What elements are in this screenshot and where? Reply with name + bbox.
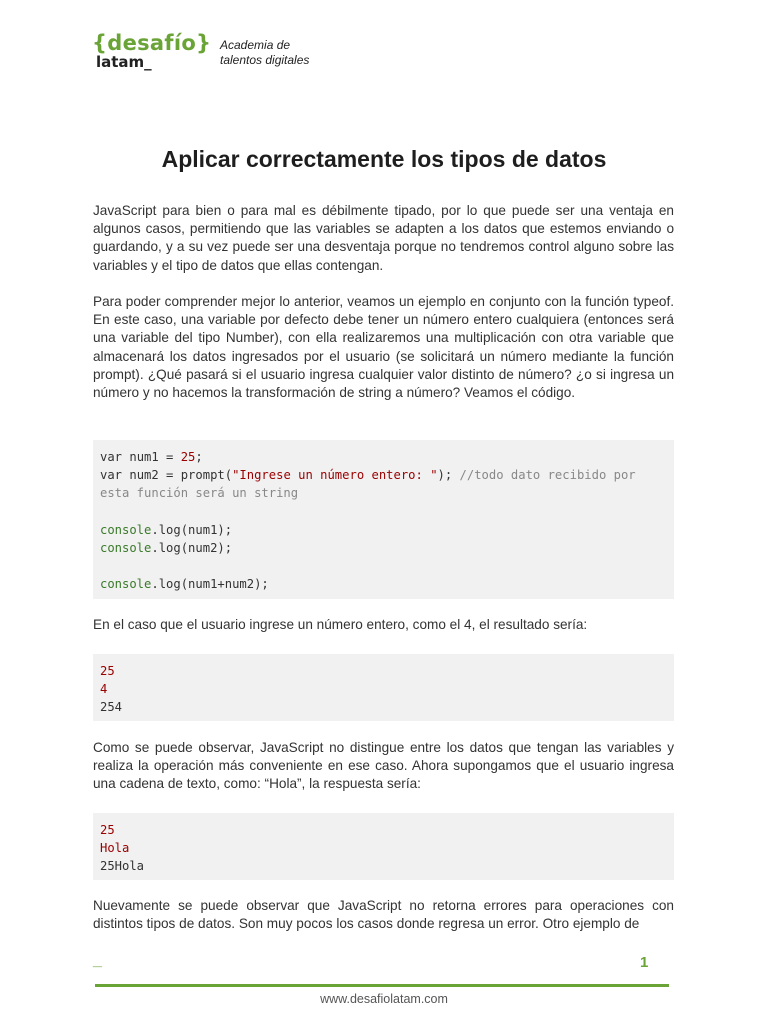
- tagline-line-1: Academia de: [220, 38, 291, 52]
- code-text: num1 =: [122, 450, 181, 464]
- output-block-string: [93, 813, 674, 880]
- output-line: Hola: [100, 841, 130, 856]
- paragraph-example: Para poder comprender mejor lo anterior, veamos un ejemplo en conjunto con la función typeof. En este caso, una variable por defecto debe tener un número entero cualquiera (entonces será una variable del tipo Number), con ella realizaremos una multiplicación con otra variable que almacenará los datos ingresados por el usuario (se solicitará un número mediante la función prompt). ¿Qué pasará si el usuario ingresa cualquier valor distinto de número? ¿o si ingresa un número y no hacemos la transformación de string a número? Veamos el código.: [93, 294, 674, 401]
- output-line: 25: [100, 664, 115, 678]
- output-line: 25Hola: [100, 859, 145, 874]
- code-line: [100, 575, 667, 593]
- code-line: [100, 539, 667, 557]
- logo-sub-text: latam_: [96, 53, 152, 71]
- paragraph-intro: JavaScript para bien o para mal es débilmente tipado, por lo que puede ser una ventaja en algunos casos, permitiendo que las variables se adapten a los datos que estemos enviando o guardando, y a su vez puede ser una desventaja porque no tendremos control alguno sobre las variables y el tipo de datos que ellas contengan.: [93, 203, 674, 273]
- tagline: [220, 38, 360, 68]
- code-text: num2 = prompt(: [122, 468, 233, 483]
- output-line: 254: [100, 700, 123, 715]
- code-text: ;: [195, 450, 203, 464]
- desafio-latam-logo: [92, 30, 218, 74]
- code-number: 25: [180, 450, 196, 464]
- code-line: [100, 466, 667, 502]
- code-object: console: [100, 577, 152, 592]
- logo-brand-text: {desafío}: [92, 31, 212, 55]
- code-text: .log(num2);: [151, 541, 233, 555]
- output-line: 4: [100, 682, 108, 697]
- code-line: [100, 521, 667, 539]
- tagline-line-2: talentos digitales: [220, 53, 310, 67]
- code-keyword: var: [100, 450, 123, 464]
- code-text: );: [437, 468, 460, 483]
- code-line-blank: [100, 557, 667, 575]
- code-object: console: [100, 541, 152, 555]
- page-title: Aplicar correctamente los tipos de datos: [161, 146, 607, 172]
- footer-underscore-mark: _: [93, 952, 102, 969]
- code-text: .log(num1+num2);: [151, 577, 269, 592]
- code-comment: //todo dato recibido por esta función será un string: [100, 468, 643, 501]
- paragraph-result-string: Como se puede observar, JavaScript no distingue entre los datos que tengan las variables y realiza la operación más conveniente en ese caso. Ahora supongamos que el usuario ingresa una cadena de texto, como: “Hola”, la respuesta sería:: [93, 740, 674, 792]
- code-text: .log(num1);: [151, 522, 233, 537]
- paragraph-result-integer: En el caso que el usuario ingrese un número entero, como el 4, el resultado sería:: [93, 617, 588, 632]
- code-string: "Ingrese un número entero: ": [232, 468, 438, 483]
- output-block-integer: [93, 654, 674, 721]
- output-line: 25: [100, 823, 115, 837]
- code-object: console: [100, 522, 152, 537]
- code-line-blank: [100, 503, 667, 521]
- code-keyword: var: [100, 468, 123, 483]
- code-block-example: [93, 440, 674, 599]
- footer-url: www.desafiolatam.com: [320, 992, 448, 1006]
- page-number: 1: [640, 954, 649, 971]
- footer-divider: [95, 984, 669, 987]
- code-line: [100, 448, 667, 466]
- paragraph-conclusion: Nuevamente se puede observar que JavaScript no retorna errores para operaciones con distintos tipos de datos. Son muy pocos los casos donde regresa un error. Otro ejemplo de: [93, 898, 674, 932]
